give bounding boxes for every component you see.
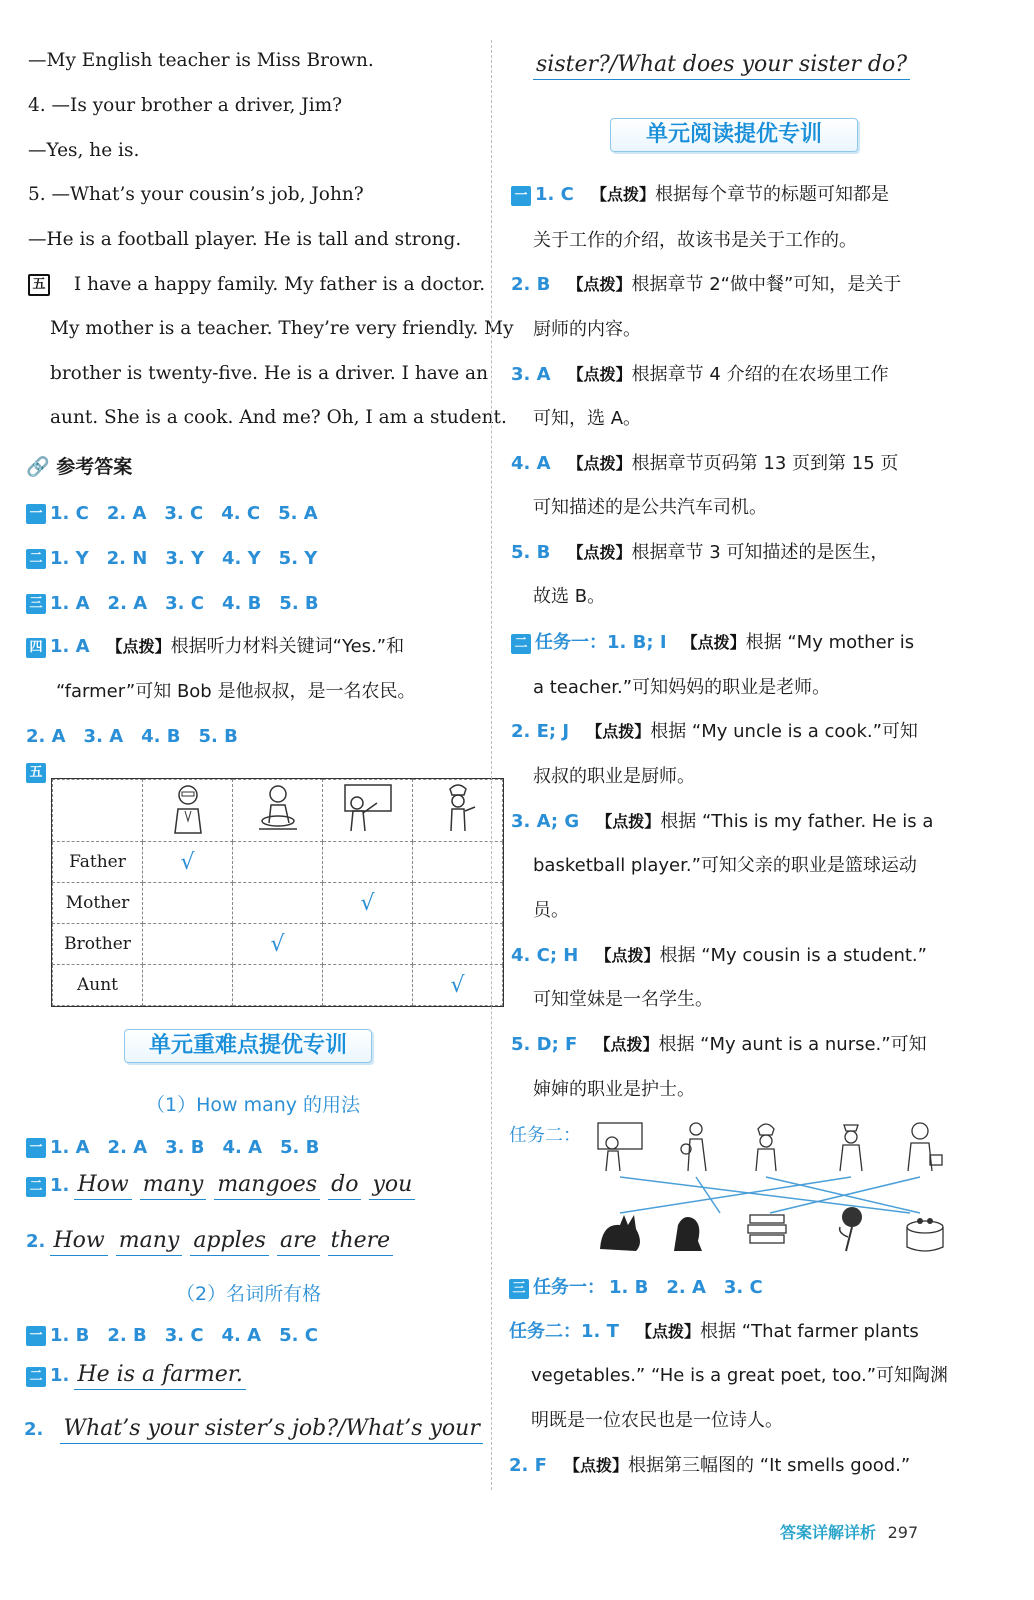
answer-number: 2. F bbox=[509, 1455, 547, 1476]
teacher-icon bbox=[598, 1123, 642, 1171]
explanation-line: 可知堂妹是一名学生。 bbox=[533, 989, 713, 1010]
cook-picture bbox=[413, 780, 503, 842]
explanation-text: 根据 “My aunt is a nurse.”可知 bbox=[658, 1034, 927, 1055]
section-badge: 一 bbox=[26, 504, 46, 524]
row-label: Brother bbox=[53, 924, 143, 965]
answer-word: do bbox=[328, 1172, 361, 1200]
answer-row bbox=[26, 499, 318, 525]
explanation-line: vegetables.” “He is a great poet, too.”可知陶渊 bbox=[531, 1365, 949, 1386]
explanation-text: 根据章节 3 可知描述的是医生， bbox=[631, 542, 889, 563]
answer-text: 1. B 2. A 3. C bbox=[609, 1277, 763, 1298]
tip-label: 【点拨】 bbox=[564, 1456, 629, 1475]
explanation-text: 根据章节 2“做中餐”可知，是关于 bbox=[631, 274, 902, 295]
explanation-line: 厨师的内容。 bbox=[533, 319, 641, 340]
rose-icon bbox=[840, 1207, 862, 1251]
answer-number: 4. A bbox=[511, 453, 551, 474]
answer-number: 1. C bbox=[535, 184, 574, 205]
subheading: （1）How many 的用法 bbox=[146, 1094, 361, 1116]
explanation-line: 关于工作的介绍，故该书是关于工作的。 bbox=[533, 230, 857, 251]
answer-row bbox=[26, 632, 404, 658]
answer-number: 1. B; I bbox=[607, 632, 667, 653]
dialog-text: —What’s your cousin’s job, John? bbox=[51, 184, 364, 205]
empty-cell bbox=[143, 965, 233, 1006]
explanation-text: 根据第三幅图的 “It smells good.” bbox=[628, 1455, 911, 1476]
empty-cell bbox=[413, 883, 503, 924]
matching-figure bbox=[590, 1115, 960, 1265]
grid-table bbox=[52, 779, 503, 1006]
doctor-picture bbox=[143, 780, 233, 842]
section-badge: 二 bbox=[26, 549, 46, 569]
explanation-text: 根据每个章节的标题可知都是 bbox=[654, 184, 889, 205]
teacher-icon bbox=[341, 781, 395, 835]
fill-in-row bbox=[24, 1416, 491, 1441]
answer-number: 5. D; F bbox=[511, 1034, 578, 1055]
task-label: 任务一： bbox=[533, 1277, 605, 1298]
dialog-line bbox=[28, 184, 364, 205]
section-badge: 一 bbox=[26, 1138, 46, 1158]
answer-row bbox=[26, 1133, 319, 1159]
answer-word: there bbox=[328, 1228, 394, 1256]
answer-word: How bbox=[74, 1172, 131, 1200]
basketball-player-icon bbox=[681, 1123, 706, 1171]
dialog-line: —He is a football player. He is tall and strong. bbox=[28, 229, 462, 250]
answer-number: 1. A bbox=[50, 636, 90, 657]
answer-row bbox=[511, 717, 918, 743]
check-mark: √ bbox=[233, 924, 323, 965]
cake-icon bbox=[907, 1218, 943, 1251]
answer-text: 1. A 2. A 3. C 4. B 5. B bbox=[50, 593, 319, 614]
empty-cell bbox=[233, 883, 323, 924]
passage-line: brother is twenty-five. He is a driver. I have an bbox=[50, 363, 489, 384]
teacher-picture bbox=[323, 780, 413, 842]
task-label: 任务一： bbox=[535, 632, 607, 653]
passage-text: I have a happy family. My father is a doctor. bbox=[73, 274, 486, 295]
answer-row bbox=[511, 941, 927, 967]
tip-label: 【点拨】 bbox=[567, 275, 632, 294]
explanation-text: 根据 “My uncle is a cook.”可知 bbox=[650, 721, 918, 742]
tip-label: 【点拨】 bbox=[594, 1035, 659, 1054]
cat-icon bbox=[600, 1215, 640, 1251]
check-mark: √ bbox=[323, 883, 413, 924]
answer-word: many bbox=[116, 1228, 183, 1256]
section-badge: 二 bbox=[26, 1177, 46, 1197]
tip-label: 【点拨】 bbox=[595, 946, 660, 965]
answer-number: 3. A; G bbox=[511, 811, 580, 832]
tip-label: 【点拨】 bbox=[681, 633, 746, 652]
answer-row bbox=[511, 628, 914, 654]
dialog-line bbox=[28, 95, 342, 116]
empty-cell bbox=[413, 842, 503, 883]
answer-text: 1. B 2. B 3. C 4. A 5. C bbox=[50, 1325, 318, 1346]
explanation-line: 婶婶的职业是护士。 bbox=[533, 1079, 695, 1100]
explanation-line: 可知描述的是公共汽车司机。 bbox=[533, 497, 767, 518]
answer-row bbox=[511, 807, 933, 833]
check-mark: √ bbox=[143, 842, 233, 883]
tip-label: 【点拨】 bbox=[567, 365, 632, 384]
empty-cell bbox=[323, 965, 413, 1006]
explanation-line: “farmer”可知 Bob 是他叔叔，是一名农民。 bbox=[56, 681, 416, 702]
answer-row bbox=[26, 1321, 318, 1347]
explanation-line: 故选 B。 bbox=[533, 586, 606, 607]
item-number: 2. bbox=[26, 1231, 46, 1252]
subheading: （2）名词所有格 bbox=[176, 1283, 322, 1305]
cook-icon bbox=[756, 1124, 776, 1171]
dog-icon bbox=[674, 1217, 702, 1251]
passage-line: My mother is a teacher. They’re very friendly. My bbox=[50, 318, 514, 339]
row-label: Father bbox=[53, 842, 143, 883]
section-badge: 五 bbox=[28, 274, 50, 296]
answer-table bbox=[51, 778, 504, 1007]
page-footer bbox=[780, 1520, 918, 1543]
tip-label: 【点拨】 bbox=[567, 543, 632, 562]
doctor-icon bbox=[161, 781, 215, 835]
answer-word: apples bbox=[190, 1228, 269, 1256]
answer-row bbox=[511, 270, 901, 296]
answer-row bbox=[511, 1030, 927, 1056]
empty-cell bbox=[233, 842, 323, 883]
answer-number: 4. C; H bbox=[511, 945, 579, 966]
item-number: 1. bbox=[50, 1365, 70, 1386]
explanation-line: a teacher.”可知妈妈的职业是老师。 bbox=[533, 677, 831, 698]
answer-word: How bbox=[50, 1228, 107, 1256]
tip-label: 【点拨】 bbox=[106, 637, 171, 656]
section-banner: 单元阅读提优专训 bbox=[610, 118, 858, 152]
row-label: Mother bbox=[53, 883, 143, 924]
dialog-line: —My English teacher is Miss Brown. bbox=[28, 50, 374, 71]
empty-cell bbox=[413, 924, 503, 965]
passage-line: aunt. She is a cook. And me? Oh, I am a student. bbox=[50, 407, 507, 428]
explanation-line: 叔叔的职业是厨师。 bbox=[533, 766, 695, 787]
continued-answer bbox=[533, 52, 918, 77]
explanation-text: 根据章节页码第 13 页到第 15 页 bbox=[631, 453, 899, 474]
fill-in-row bbox=[26, 1362, 254, 1387]
section-badge: 二 bbox=[511, 634, 531, 654]
explanation-text: 根据 “My cousin is a student.” bbox=[659, 945, 927, 966]
row-label: Aunt bbox=[53, 965, 143, 1006]
answer-word: you bbox=[369, 1172, 415, 1200]
page-number: 297 bbox=[887, 1523, 919, 1542]
answer-row bbox=[26, 589, 319, 615]
item-number: 1. bbox=[50, 1175, 70, 1196]
answer-row bbox=[509, 1317, 919, 1343]
answer-word: many bbox=[140, 1172, 207, 1200]
task-label: 任务二： bbox=[509, 1321, 581, 1342]
driver-picture bbox=[233, 780, 323, 842]
passage-line bbox=[28, 274, 485, 296]
answer-number: 2. B bbox=[511, 274, 551, 295]
answer-number: 5. B bbox=[511, 542, 551, 563]
section-badge: 五 bbox=[26, 763, 46, 783]
answers-title: 参考答案 bbox=[56, 456, 133, 478]
link-icon: 🔗 bbox=[26, 456, 50, 478]
section-badge: 二 bbox=[26, 1367, 46, 1387]
answer-word: are bbox=[277, 1228, 320, 1256]
section-badge: 四 bbox=[26, 638, 46, 658]
answer-sentence: What’s your sister’s job?/What’s your bbox=[60, 1416, 482, 1444]
tip-label: 【点拨】 bbox=[567, 454, 632, 473]
tip-label: 【点拨】 bbox=[590, 185, 655, 204]
answer-row bbox=[511, 180, 889, 206]
explanation-line: 可知，选 A。 bbox=[533, 408, 642, 429]
explanation-line: 员。 bbox=[533, 900, 569, 921]
section-badge: 三 bbox=[509, 1279, 529, 1299]
answer-text: 1. Y 2. N 3. Y 4. Y 5. Y bbox=[50, 548, 318, 569]
answer-row bbox=[511, 538, 888, 564]
explanation-line: basketball player.”可知父亲的职业是篮球运动 bbox=[533, 855, 917, 876]
explanation-text: 根据 “That farmer plants bbox=[700, 1321, 919, 1342]
empty-cell bbox=[323, 842, 413, 883]
answer-row bbox=[26, 544, 317, 570]
item-number: 5. bbox=[28, 184, 46, 205]
dialog-text: —Is your brother a driver, Jim? bbox=[51, 95, 343, 116]
empty-cell bbox=[143, 883, 233, 924]
section-badge: 三 bbox=[26, 594, 46, 614]
fill-in-row bbox=[26, 1228, 401, 1253]
fill-in-row bbox=[26, 1172, 423, 1197]
check-mark: √ bbox=[413, 965, 503, 1006]
tip-label: 【点拨】 bbox=[636, 1322, 701, 1341]
empty-cell bbox=[233, 965, 323, 1006]
task-label: 任务二： bbox=[509, 1125, 581, 1146]
section-badge: 一 bbox=[26, 1326, 46, 1346]
answer-row bbox=[509, 1273, 763, 1299]
section-banner: 单元重难点提优专训 bbox=[124, 1029, 372, 1063]
item-number: 4. bbox=[28, 95, 46, 116]
item-number: 2. bbox=[24, 1419, 44, 1440]
explanation-text: 根据 “This is my father. He is a bbox=[660, 811, 934, 832]
explanation-text: 根据听力材料关键词“Yes.”和 bbox=[170, 636, 405, 657]
answer-sentence: He is a farmer. bbox=[74, 1362, 245, 1390]
empty-cell bbox=[143, 924, 233, 965]
tip-label: 【点拨】 bbox=[596, 812, 661, 831]
nurse-icon bbox=[840, 1125, 862, 1171]
answers-heading bbox=[26, 452, 132, 479]
answer-word: mangoes bbox=[214, 1172, 320, 1200]
answer-number: 3. A bbox=[511, 364, 551, 385]
section-badge-wrap bbox=[26, 762, 50, 783]
books-icon bbox=[748, 1215, 786, 1243]
answer-row bbox=[511, 360, 889, 386]
cook-icon bbox=[431, 781, 485, 835]
student-icon bbox=[908, 1123, 942, 1171]
answer-row: 2. A 3. A 4. B 5. B bbox=[26, 726, 238, 747]
column-divider bbox=[491, 40, 492, 1490]
tip-label: 【点拨】 bbox=[586, 722, 651, 741]
answer-number: 1. T bbox=[581, 1321, 619, 1342]
match-line bbox=[696, 1177, 720, 1213]
footer-label: 答案详解详析 bbox=[780, 1523, 877, 1542]
empty-cell bbox=[323, 924, 413, 965]
answer-text: 1. C 2. A 3. C 4. C 5. A bbox=[50, 503, 318, 524]
explanation-text: 根据 “My mother is bbox=[745, 632, 915, 653]
explanation-text: 根据章节 4 介绍的在农场里工作 bbox=[631, 364, 889, 385]
match-line bbox=[620, 1177, 851, 1213]
answer-row bbox=[511, 449, 898, 475]
answer-text: 1. A 2. A 3. B 4. A 5. B bbox=[50, 1137, 320, 1158]
corner-cell bbox=[53, 780, 143, 842]
driver-icon bbox=[251, 781, 305, 835]
answer-row bbox=[509, 1451, 910, 1477]
dialog-line: —Yes, he is. bbox=[28, 140, 140, 161]
match-line bbox=[620, 1177, 910, 1213]
section-badge: 一 bbox=[511, 186, 531, 206]
answer-sentence: sister?/What does your sister do? bbox=[533, 52, 910, 80]
explanation-line: 明既是一位农民也是一位诗人。 bbox=[531, 1410, 783, 1431]
answer-number: 2. E; J bbox=[511, 721, 570, 742]
